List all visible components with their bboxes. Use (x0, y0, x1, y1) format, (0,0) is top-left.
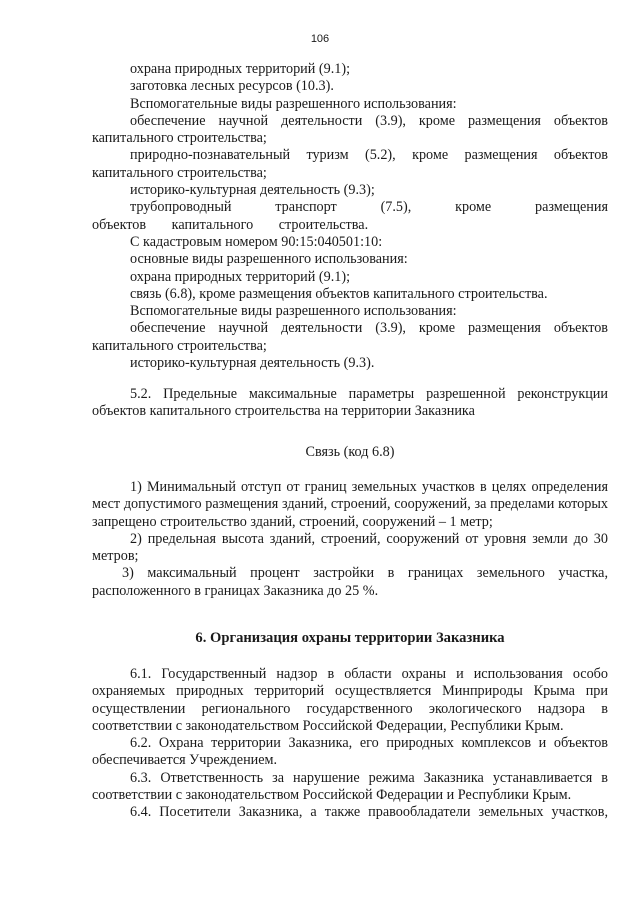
svyaz-heading: Связь (код 6.8) (305, 444, 395, 460)
parameter-item: 3) максимальный процент застройки в границах земельного участка, расположенного в границах Заказника до 25 %. (92, 565, 608, 599)
land-use-list (92, 61, 608, 372)
list-item: охрана природных территорий (9.1); (130, 268, 351, 285)
list-item: трубопроводный транспорт (7.5), кроме размещения объектов капитального строительства. (92, 199, 608, 233)
paragraph: 6.4. Посетители Заказника, а также правообладатели земельных участков, (130, 804, 608, 821)
list-item: охрана природных территорий (9.1); (130, 61, 351, 77)
list-item: обеспечение научной деятельности (3.9), кроме размещения объектов капитального строительства; (92, 112, 608, 147)
section-6-body (92, 666, 608, 839)
section-6-heading: 6. Организация охраны территории Заказника (195, 630, 505, 646)
list-item: заготовка лесных ресурсов (10.3). (130, 78, 334, 95)
section-6-heading-block (92, 630, 608, 647)
paragraph: 6.1. Государственный надзор в области охраны и использования особо охраняемых природных территорий осуществляется Минприроды Крыма при осуществлении регионального государственного экологического надзора в соответствии с законодательством Российской Федерации, Республики Крым. (92, 666, 608, 734)
svyaz-heading-block (92, 444, 608, 461)
list-item: Вспомогательные виды разрешенного использования: (130, 95, 457, 112)
section-5-2-title: 5.2. Предельные максимальные параметры разрешенной реконструкции объектов капитального строительства на территории Заказника (92, 386, 608, 420)
list-item: историко-культурная деятельность (9.3); (130, 182, 375, 199)
list-item: основные виды разрешенного использования: (130, 251, 408, 268)
list-item: С кадастровым номером 90:15:040501:10: (130, 233, 383, 250)
parameters-list (92, 479, 608, 600)
list-item: Вспомогательные виды разрешенного использования: (130, 303, 457, 320)
list-item: историко-культурная деятельность (9.3). (130, 355, 375, 372)
paragraph: 6.2. Охрана территории Заказника, его природных комплексов и объектов обеспечивается Учреждением. (92, 735, 608, 769)
page-number: 106 (310, 33, 330, 45)
parameter-item: 2) предельная высота зданий, строений, сооружений от уровня земли до 30 метров; (92, 530, 608, 565)
parameter-item: 1) Минимальный отступ от границ земельных участков в целях определения мест допустимого размещения зданий, строений, сооружений, за пределами которых запрещено строительство зданий, строений, сооружений – 1 метр; (92, 479, 608, 530)
section-5-2 (92, 386, 608, 421)
list-item: обеспечение научной деятельности (3.9), кроме размещения объектов капитального строительства; (92, 320, 608, 354)
list-item: природно-познавательный туризм (5.2), кроме размещения объектов капитального строительства; (92, 147, 608, 181)
paragraph: 6.3. Ответственность за нарушение режима Заказника устанавливается в соответствии с законодательством Российской Федерации и Республики Крым. (92, 769, 608, 804)
list-item: связь (6.8), кроме размещения объектов капитального строительства. (130, 285, 548, 302)
